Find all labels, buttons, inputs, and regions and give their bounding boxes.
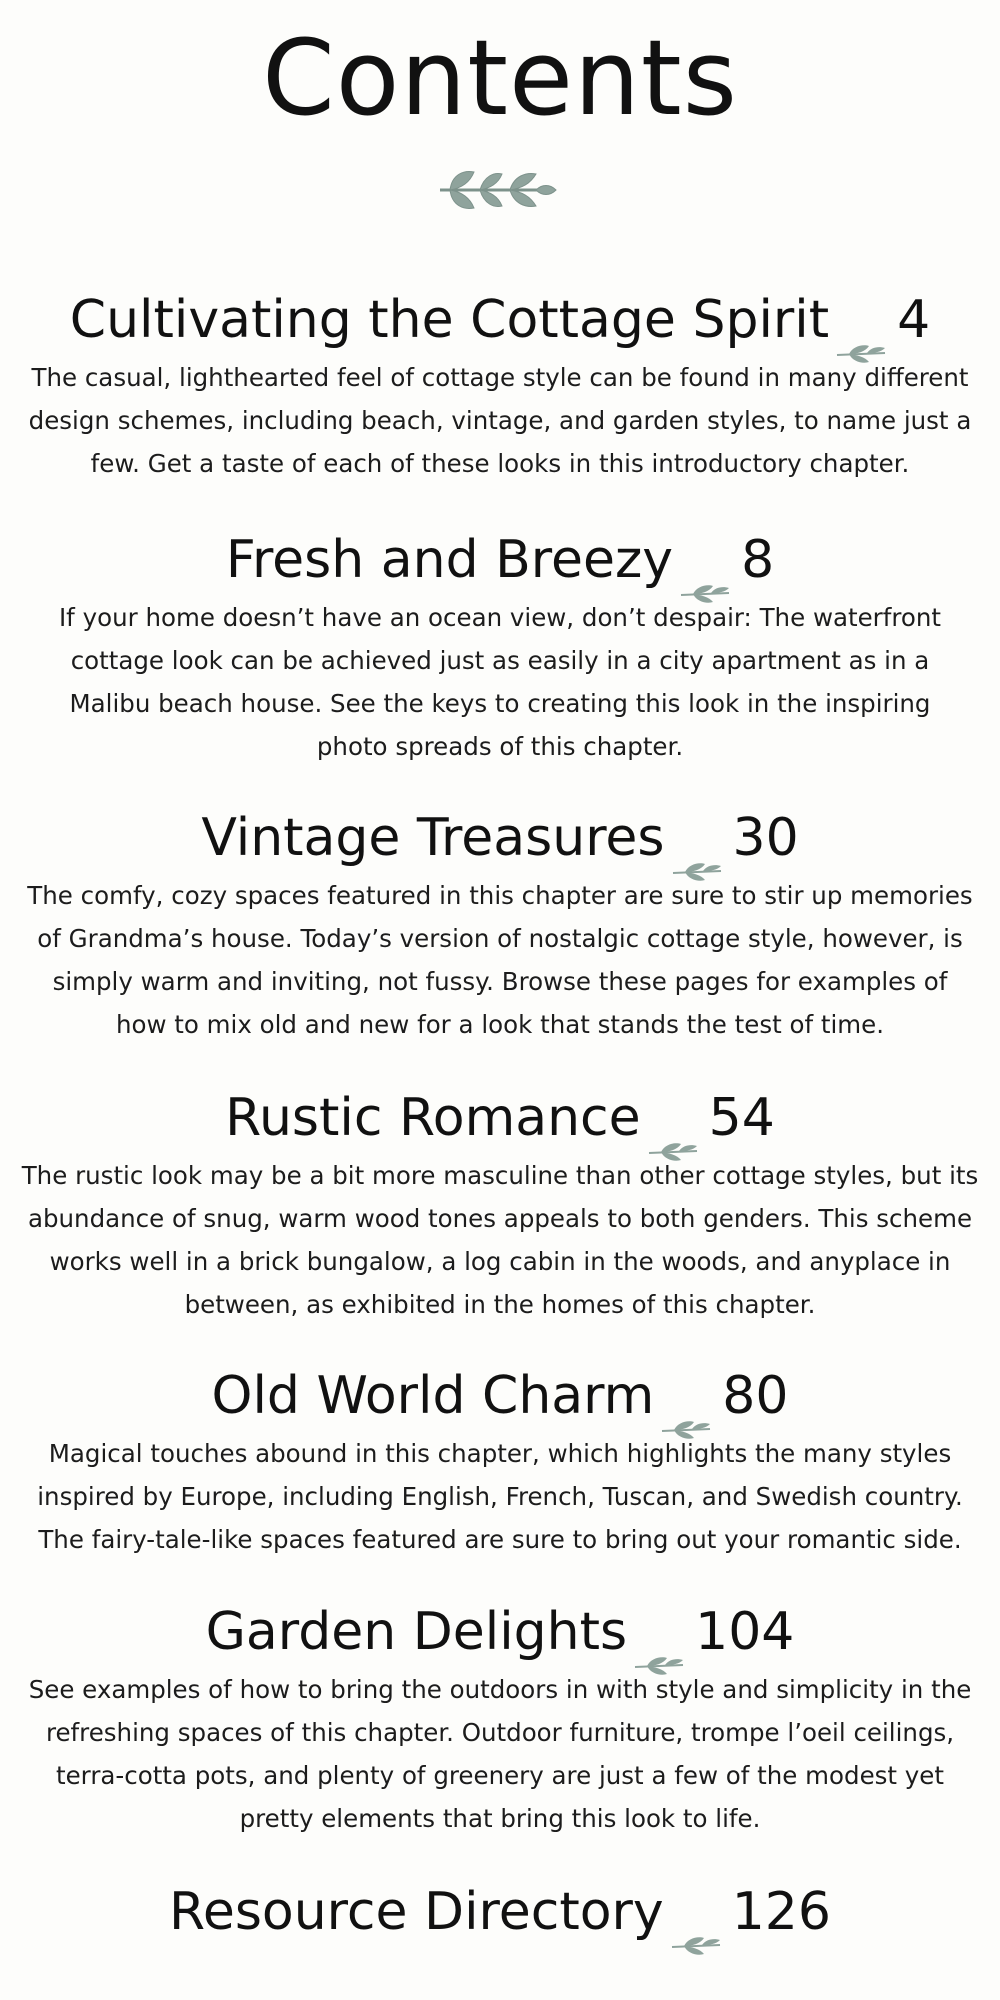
- toc-entry[interactable]: [18, 1082, 982, 1326]
- entry-page-number: 54: [708, 1088, 775, 1148]
- entry-page-number: 4: [897, 290, 931, 350]
- entry-page-number: 8: [741, 530, 775, 590]
- entry-title: Garden Delights: [205, 1602, 628, 1662]
- entry-title: Vintage Treasures: [201, 808, 665, 868]
- entry-heading[interactable]: [18, 802, 982, 874]
- leaf-icon: [679, 552, 731, 574]
- entry-title: Fresh and Breezy: [225, 530, 674, 590]
- entry-heading[interactable]: [18, 524, 982, 596]
- toc-entry[interactable]: [18, 524, 982, 768]
- entry-description: The comfy, cozy spaces featured in this chapter are sure to stir up memories of Grandma’s house. Today’s version of nostalgic cottage style, however, is simply warm and inviting, not fussy. Browse these pages for examples of how to mix old and new for a look that stands the test of time.: [27, 881, 973, 1039]
- leaf-icon: [647, 1110, 699, 1132]
- leaf-icon: [633, 1624, 685, 1646]
- entry-description: The rustic look may be a bit more masculine than other cottage styles, but its abundance of snug, warm wood tones appeals to both genders. This scheme works well in a brick bungalow, a log cabin in the woods, and anyplace in between, as exhibited in the homes of this chapter.: [21, 1161, 979, 1319]
- entry-title: Old World Charm: [211, 1366, 655, 1426]
- entry-page-number: 104: [695, 1602, 795, 1662]
- leaf-icon: [835, 312, 887, 334]
- entry-description: Magical touches abound in this chapter, which highlights the many styles inspired by Europe, including English, French, Tuscan, and Swedish country. The fairy-tale-like spaces featured are sure to bring out your romantic side.: [37, 1439, 963, 1554]
- toc-entry[interactable]: [18, 1360, 982, 1561]
- entry-title: Rustic Romance: [225, 1088, 641, 1148]
- entry-description: If your home doesn’t have an ocean view, don’t despair: The waterfront cottage look can be achieved just as easily in a city apartment as in a Malibu beach house. See the keys to creating this look in the inspiring photo spreads of this chapter.: [58, 603, 942, 761]
- entry-heading[interactable]: [18, 1360, 982, 1432]
- toc-entry[interactable]: [18, 284, 982, 485]
- leaf-icon: [670, 1904, 722, 1926]
- page-title: Contents: [262, 17, 738, 139]
- entry-heading[interactable]: [18, 1596, 982, 1668]
- toc-entry[interactable]: [18, 1596, 982, 1840]
- entry-title: Resource Directory: [169, 1882, 664, 1942]
- leaf-sprig-ornament-icon: [430, 160, 560, 220]
- toc-entry[interactable]: [18, 1876, 982, 1948]
- entry-page-number: 30: [732, 808, 799, 868]
- toc-entry[interactable]: [18, 802, 982, 1046]
- entry-heading[interactable]: [18, 1082, 982, 1154]
- entry-description: The casual, lighthearted feel of cottage style can be found in many different design schemes, including beach, vintage, and garden styles, to name just a few. Get a taste of each of these looks in this introductory chapter.: [28, 363, 972, 478]
- entry-title: Cultivating the Cottage Spirit: [69, 290, 830, 350]
- entry-page-number: 80: [722, 1366, 789, 1426]
- entry-page-number: 126: [731, 1882, 831, 1942]
- leaf-icon: [671, 830, 723, 852]
- leaf-icon: [660, 1388, 712, 1410]
- entry-description: See examples of how to bring the outdoors in with style and simplicity in the refreshing spaces of this chapter. Outdoor furniture, trompe l’oeil ceilings, terra-cotta pots, and plenty of greenery are just a few of the modest yet pretty elements that bring this look to life.: [28, 1675, 972, 1833]
- entry-heading[interactable]: [18, 284, 982, 356]
- entry-heading[interactable]: [18, 1876, 982, 1948]
